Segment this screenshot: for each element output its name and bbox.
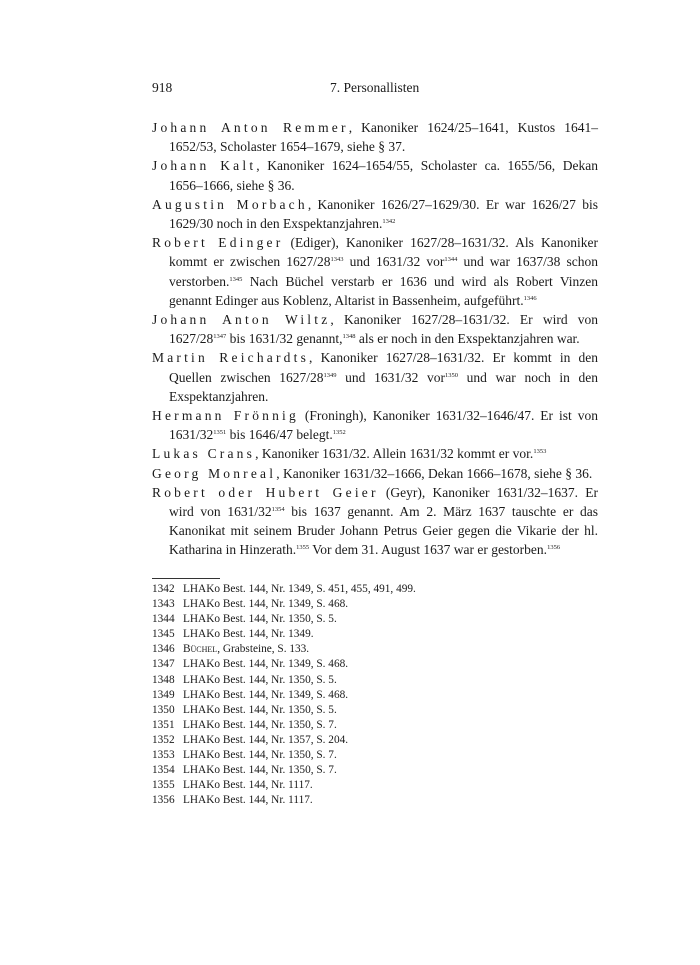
entry-text: (Froningh), Kanoniker 1631/32–1646/47. Er ist von 1631/32 bbox=[169, 408, 598, 443]
footnote bbox=[152, 763, 598, 778]
footnote-ref: 1352 bbox=[332, 429, 346, 437]
canon-entry bbox=[152, 444, 598, 463]
entry-text: , Kanoniker 1631/32–1666, Dekan 1666–1678, siehe § 36. bbox=[276, 465, 593, 481]
footnote-ref: 1350 bbox=[445, 371, 458, 379]
footnote-number: 1356 bbox=[152, 794, 175, 807]
canon-name: Georg Monreal bbox=[152, 465, 277, 481]
entry-text: und 1631/32 vor bbox=[336, 369, 445, 385]
footnote bbox=[152, 657, 598, 672]
footnote-number: 1342 bbox=[152, 583, 175, 595]
footnote-ref: 1355 bbox=[296, 544, 310, 552]
footnote-ref: 1353 bbox=[533, 448, 547, 456]
footnote bbox=[152, 582, 598, 597]
footnote bbox=[152, 793, 598, 808]
footnote-number: 1346 bbox=[152, 643, 175, 656]
footnote bbox=[152, 673, 598, 688]
footnote-text: LHAKo Best. 144, Nr. 1350, S. 5. bbox=[183, 673, 337, 686]
canon-entry bbox=[152, 310, 598, 348]
footnote-ref: 1354 bbox=[271, 506, 285, 514]
page-header bbox=[152, 80, 598, 100]
footnote bbox=[152, 733, 598, 748]
entry-text: , Kanoniker 1626/27–1629/30. Er war 1626/27 bis 1629/30 noch in den Exspektanzjahren. bbox=[169, 196, 599, 232]
footnote bbox=[152, 718, 598, 733]
canon-list bbox=[152, 118, 598, 560]
canon-name: Johann Kalt bbox=[152, 158, 257, 174]
entry-text: als er noch in den Exspektanzjahren war. bbox=[355, 331, 580, 347]
footnote-text: LHAKo Best. 144, Nr. 1349, S. 468. bbox=[183, 598, 349, 611]
canon-entry bbox=[152, 195, 598, 233]
footnote-text: LHAKo Best. 144, Nr. 1349, S. 468. bbox=[183, 688, 349, 701]
footnote-ref: 1343 bbox=[330, 256, 344, 264]
canon-entry bbox=[152, 406, 598, 444]
entry-text: , Kanoniker 1631/32. Allein 1631/32 kommt er vor. bbox=[255, 446, 534, 462]
canon-name: Robert Edinger bbox=[152, 235, 284, 251]
footnote-text: LHAKo Best. 144, Nr. 1350, S. 7. bbox=[183, 749, 337, 762]
entry-text: bis 1637 genannt. Am 2. März 1637 tauschte er das Kanonikat mit seinem Bruder Johann Petrus Geier gegen die Vikarie der hl. Katharina in Hinzerath. bbox=[169, 504, 598, 558]
footnote-text: LHAKo Best. 144, Nr. 1350, S. 5. bbox=[183, 613, 337, 626]
entry-text: Nach Büchel verstarb er 1636 und wird als Robert Vinzen genannt Edinger aus Koblenz, Altarist in Bassenheim, aufgeführt. bbox=[169, 273, 598, 308]
entry-text: , Kanoniker 1627/28–1631/32. Er wird von 1627/28 bbox=[169, 312, 598, 347]
entry-text: , Kanoniker 1627/28–1631/32. Er kommt in den Quellen zwischen 1627/28 bbox=[169, 350, 599, 385]
footnote-text: LHAKo Best. 144, Nr. 1350, S. 7. bbox=[183, 764, 337, 777]
canon-entry bbox=[152, 233, 598, 310]
entry-text: , Kanoniker 1624–1654/55, Scholaster ca. 1655/56, Dekan 1656–1666, siehe § 36. bbox=[169, 158, 598, 193]
footnote-number: 1343 bbox=[152, 598, 175, 611]
footnote bbox=[152, 642, 598, 657]
footnote-number: 1348 bbox=[152, 673, 175, 686]
footnote-number: 1354 bbox=[152, 764, 175, 777]
canon-name: Johann Anton Remmer bbox=[152, 120, 349, 135]
running-head: 7. Personallisten bbox=[330, 80, 420, 95]
footnote-number: 1352 bbox=[152, 733, 175, 746]
footnote-ref: 1345 bbox=[229, 275, 243, 283]
footnote bbox=[152, 597, 598, 612]
footnote-text: LHAKo Best. 144, Nr. 1350, S. 7. bbox=[183, 718, 337, 731]
footnote-number: 1345 bbox=[152, 628, 175, 641]
canon-entry bbox=[152, 464, 598, 483]
canon-name: Lukas Crans bbox=[152, 446, 256, 462]
footnote-number: 1349 bbox=[152, 688, 175, 701]
footnote-list bbox=[152, 582, 598, 808]
footnote-ref: 1351 bbox=[213, 429, 227, 437]
footnote-number: 1350 bbox=[152, 703, 175, 716]
footnote-ref: 1349 bbox=[323, 371, 337, 379]
footnote-ref: 1344 bbox=[444, 256, 458, 264]
entry-text: und 1631/32 vor bbox=[343, 254, 445, 270]
footnote bbox=[152, 627, 598, 642]
canon-name: Augustin Morbach bbox=[152, 196, 308, 212]
footnote bbox=[152, 778, 598, 793]
canon-entry bbox=[152, 118, 598, 156]
canon-name: Hermann Frönnig bbox=[152, 408, 299, 424]
footnote-ref: 1342 bbox=[382, 218, 396, 226]
footnote-text: , Grabsteine, S. 133. bbox=[217, 643, 310, 656]
footnote-text: LHAKo Best. 144, Nr. 1117. bbox=[183, 794, 313, 807]
page-number: 918 bbox=[152, 80, 173, 95]
footnote bbox=[152, 703, 598, 718]
footnote-number: 1344 bbox=[152, 613, 175, 626]
footnote-ref: 1347 bbox=[213, 333, 227, 341]
footnote-text: LHAKo Best. 144, Nr. 1349, S. 468. bbox=[183, 658, 349, 671]
footnote-separator bbox=[152, 578, 220, 579]
footnote-number: 1353 bbox=[152, 749, 175, 762]
entry-text: Vor dem 31. August 1637 war er gestorben. bbox=[309, 542, 548, 558]
entry-text: bis 1646/47 belegt. bbox=[226, 427, 333, 443]
footnote-number: 1347 bbox=[152, 658, 175, 671]
footnote-number: 1351 bbox=[152, 718, 175, 731]
entry-text: , Kanoniker 1624/25–1641, Kustos 1641–1652/53, Scholaster 1654–1679, siehe § 37. bbox=[169, 120, 598, 155]
footnote bbox=[152, 688, 598, 703]
canon-name: Johann Anton Wiltz bbox=[152, 312, 331, 328]
canon-name: Robert oder Hubert Geier bbox=[152, 484, 379, 500]
footnote-text: LHAKo Best. 144, Nr. 1357, S. 204. bbox=[183, 733, 349, 746]
footnote-text: LHAKo Best. 144, Nr. 1350, S. 5. bbox=[183, 703, 337, 716]
entry-text: und war 1637/38 schon verstorben. bbox=[169, 254, 598, 289]
entry-text: und war noch in den Exspektanzjahren. bbox=[169, 369, 598, 404]
entry-text: (Geyr), Kanoniker 1631/32–1637. Er wird von 1631/32 bbox=[169, 484, 599, 520]
canon-entry bbox=[152, 156, 598, 194]
footnote bbox=[152, 748, 598, 763]
canon-entry bbox=[152, 348, 598, 406]
entry-text: bis 1631/32 genannt, bbox=[226, 331, 343, 347]
footnote-text: LHAKo Best. 144, Nr. 1349, S. 451, 455, 491, 499. bbox=[183, 583, 416, 595]
footnote-text: LHAKo Best. 144, Nr. 1117. bbox=[183, 779, 313, 792]
footnote bbox=[152, 612, 598, 627]
footnote-ref: 1356 bbox=[547, 544, 561, 552]
canon-entry bbox=[152, 483, 598, 560]
footnote-ref: 1346 bbox=[523, 294, 537, 302]
entry-text: (Ediger), Kanoniker 1627/28–1631/32. Als Kanoniker kommt er zwischen 1627/28 bbox=[169, 235, 598, 270]
canon-name: Martin Reichardts bbox=[152, 350, 310, 366]
footnote-ref: 1348 bbox=[342, 333, 356, 341]
footnote-text: LHAKo Best. 144, Nr. 1349. bbox=[183, 628, 314, 641]
footnote-number: 1355 bbox=[152, 779, 175, 792]
footnote-author: Büchel bbox=[183, 643, 218, 656]
